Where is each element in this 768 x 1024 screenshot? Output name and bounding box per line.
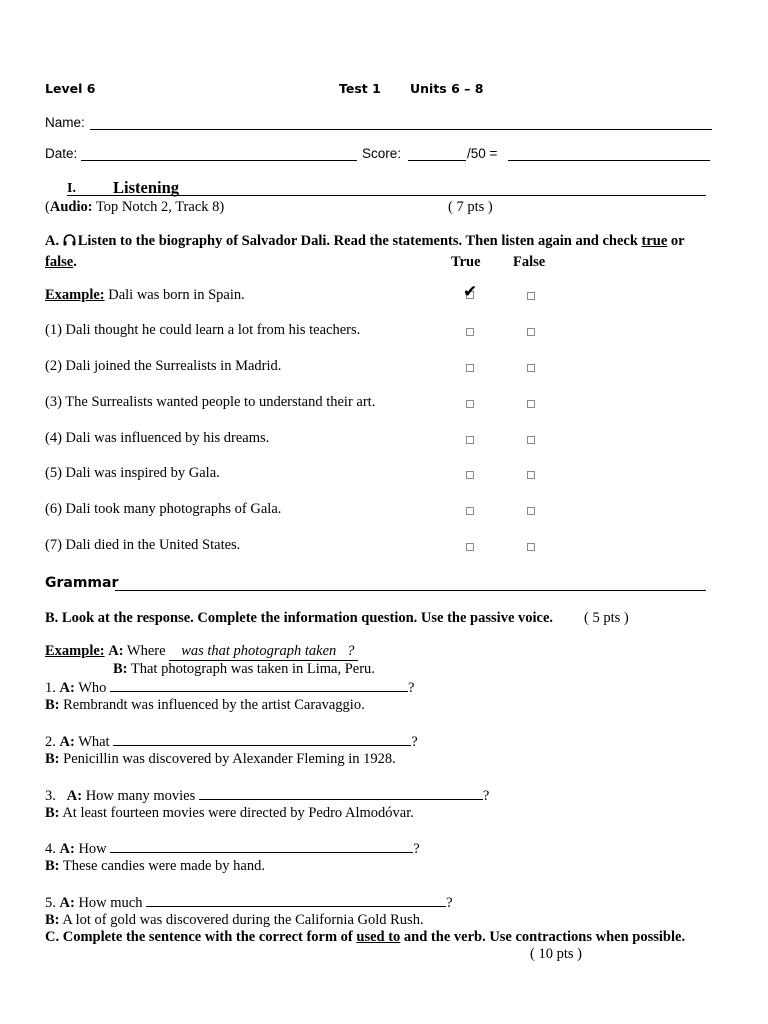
level-label: Level 6 (45, 81, 96, 96)
speaker-a-label: A: (59, 734, 75, 750)
section-a-instruction (45, 233, 685, 250)
true-checkbox[interactable] (466, 364, 474, 372)
speaker-a-label: A: (59, 841, 75, 857)
score-label: Score: (362, 146, 402, 161)
section-b-instruction: B. Look at the response. Complete the information question. Use the passive voice. (45, 610, 554, 626)
question-number: 1. (45, 680, 56, 696)
statement-item: (4) Dali was influenced by his dreams. (45, 430, 270, 446)
or-word: or (667, 233, 685, 249)
score-total-label: /50 = (467, 146, 498, 161)
response-line (45, 805, 414, 822)
example-label: Example: (45, 287, 105, 303)
section-b-example-response (113, 661, 375, 678)
question-line (45, 840, 420, 858)
response-text: At least fourteen movies were directed by Pedro Almodóvar. (62, 805, 414, 821)
response-line (45, 697, 365, 714)
question-word: What (78, 734, 110, 750)
example-text: Dali was born in Spain. (108, 287, 245, 303)
false-checkbox[interactable] (527, 400, 535, 408)
question-line (45, 733, 418, 751)
response-line (45, 912, 424, 929)
question-word: How much (78, 895, 143, 911)
section-c-points: ( 10 pts ) (530, 946, 582, 962)
true-word: true (641, 233, 668, 249)
example-answer (169, 643, 358, 661)
speaker-a-label: A: (59, 680, 75, 696)
section-b-example-label: Example: (45, 643, 105, 659)
audio-line (45, 199, 224, 216)
question-mark: ? (408, 680, 415, 696)
response-line (45, 751, 396, 768)
example-false-checkbox[interactable] (527, 292, 535, 300)
speaker-a-label: A: (59, 895, 75, 911)
listening-title: Listening (113, 178, 180, 197)
grammar-title: Grammar (45, 575, 119, 591)
name-label: Name: (45, 115, 85, 130)
period: . (55, 233, 60, 249)
response-line (45, 858, 265, 875)
statement-item: (5) Dali was inspired by Gala. (45, 465, 220, 481)
example-answer-text: was that photograph taken (181, 643, 337, 659)
question-mark: ? (411, 734, 418, 750)
speaker-b-label: B: (45, 912, 60, 928)
units-label: Units 6 – 8 (410, 81, 484, 96)
question-number: 5. (45, 895, 56, 911)
section-a-instruction-line2 (45, 254, 77, 271)
statement-item: (7) Dali died in the United States. (45, 537, 241, 553)
true-column-header: True (451, 254, 481, 270)
statement-item: (3) The Surrealists wanted people to understand their art. (45, 394, 376, 410)
true-checkbox[interactable] (466, 436, 474, 444)
audio-label: Audio: (49, 199, 93, 215)
checkmark-icon: ✔ (463, 282, 478, 302)
name-field[interactable] (90, 129, 712, 130)
question-mark: ? (482, 788, 490, 804)
answer-blank[interactable] (199, 787, 483, 800)
response-text: Rembrandt was influenced by the artist Caravaggio. (63, 697, 365, 713)
question-number: 2. (45, 734, 56, 750)
question-word: How (78, 841, 107, 857)
section-a-letter: A (45, 233, 56, 249)
example-question-mark: ? (347, 643, 355, 659)
true-checkbox[interactable] (466, 328, 474, 336)
answer-blank[interactable] (146, 894, 446, 907)
true-checkbox[interactable] (466, 543, 474, 551)
statement-item: (2) Dali joined the Surrealists in Madrid. (45, 358, 282, 374)
headphones-icon (63, 234, 76, 246)
listening-rule (67, 195, 706, 196)
answer-blank[interactable] (110, 679, 408, 692)
question-number: 3. (45, 788, 56, 804)
section-c-text-start: C. Complete the sentence with the correct form of (45, 929, 357, 945)
speaker-b-label: B: (113, 661, 128, 677)
section-a-instruction-text: Listen to the biography of Salvador Dali. Read the statements. Then listen again and check (77, 233, 642, 249)
question-word: Who (78, 680, 107, 696)
audio-source: Top Notch 2, Track 8) (95, 199, 225, 215)
answer-blank[interactable] (113, 733, 411, 746)
speaker-b-label: B: (45, 858, 60, 874)
false-checkbox[interactable] (527, 436, 535, 444)
false-checkbox[interactable] (527, 507, 535, 515)
section-b-example-question (45, 643, 358, 661)
audio-open-paren: ( (45, 199, 50, 215)
listening-numeral: I. (67, 181, 76, 196)
section-a-period: . (73, 254, 77, 270)
listening-points: ( 7 pts ) (448, 199, 493, 215)
date-label: Date: (45, 146, 78, 161)
used-to-term: used to (356, 929, 401, 945)
speaker-b-label: B: (45, 805, 60, 821)
example-statement (45, 287, 245, 304)
question-number: 4. (45, 841, 56, 857)
score-percent-field[interactable] (508, 160, 710, 161)
example-question-word: Where (126, 643, 166, 659)
question-mark: ? (446, 895, 453, 911)
date-field[interactable] (81, 160, 357, 161)
true-checkbox[interactable] (466, 507, 474, 515)
speaker-b-label: B: (45, 697, 60, 713)
score-field[interactable] (408, 160, 466, 161)
response-text: Penicillin was discovered by Alexander Fleming in 1928. (63, 751, 396, 767)
statement-item: (6) Dali took many photographs of Gala. (45, 501, 282, 517)
section-c-text-end: and the verb. Use contractions when possible. (400, 929, 686, 945)
section-b-points: ( 5 pts ) (584, 610, 629, 626)
speaker-b-label: B: (45, 751, 60, 767)
response-text: A lot of gold was discovered during the California Gold Rush. (62, 912, 424, 928)
example-response-text: That photograph was taken in Lima, Peru. (130, 661, 375, 677)
true-checkbox[interactable] (466, 400, 474, 408)
question-mark: ? (413, 841, 420, 857)
speaker-a-label: A: (108, 643, 124, 659)
test-label: Test 1 (339, 81, 381, 96)
question-line (45, 679, 414, 697)
answer-blank[interactable] (110, 840, 413, 853)
section-c-instruction (45, 929, 685, 946)
false-checkbox[interactable] (527, 543, 535, 551)
false-column-header: False (513, 254, 546, 270)
false-checkbox[interactable] (527, 471, 535, 479)
false-checkbox[interactable] (527, 328, 535, 336)
speaker-a-label: A: (66, 788, 83, 804)
statement-item: (1) Dali thought he could learn a lot from his teachers. (45, 322, 361, 338)
false-checkbox[interactable] (527, 364, 535, 372)
true-checkbox[interactable] (466, 471, 474, 479)
false-word: false (45, 254, 74, 270)
question-line (45, 894, 453, 912)
question-word: How many movies (85, 788, 196, 804)
response-text: These candies were made by hand. (62, 858, 265, 874)
grammar-rule (115, 590, 706, 591)
question-line (45, 787, 489, 805)
